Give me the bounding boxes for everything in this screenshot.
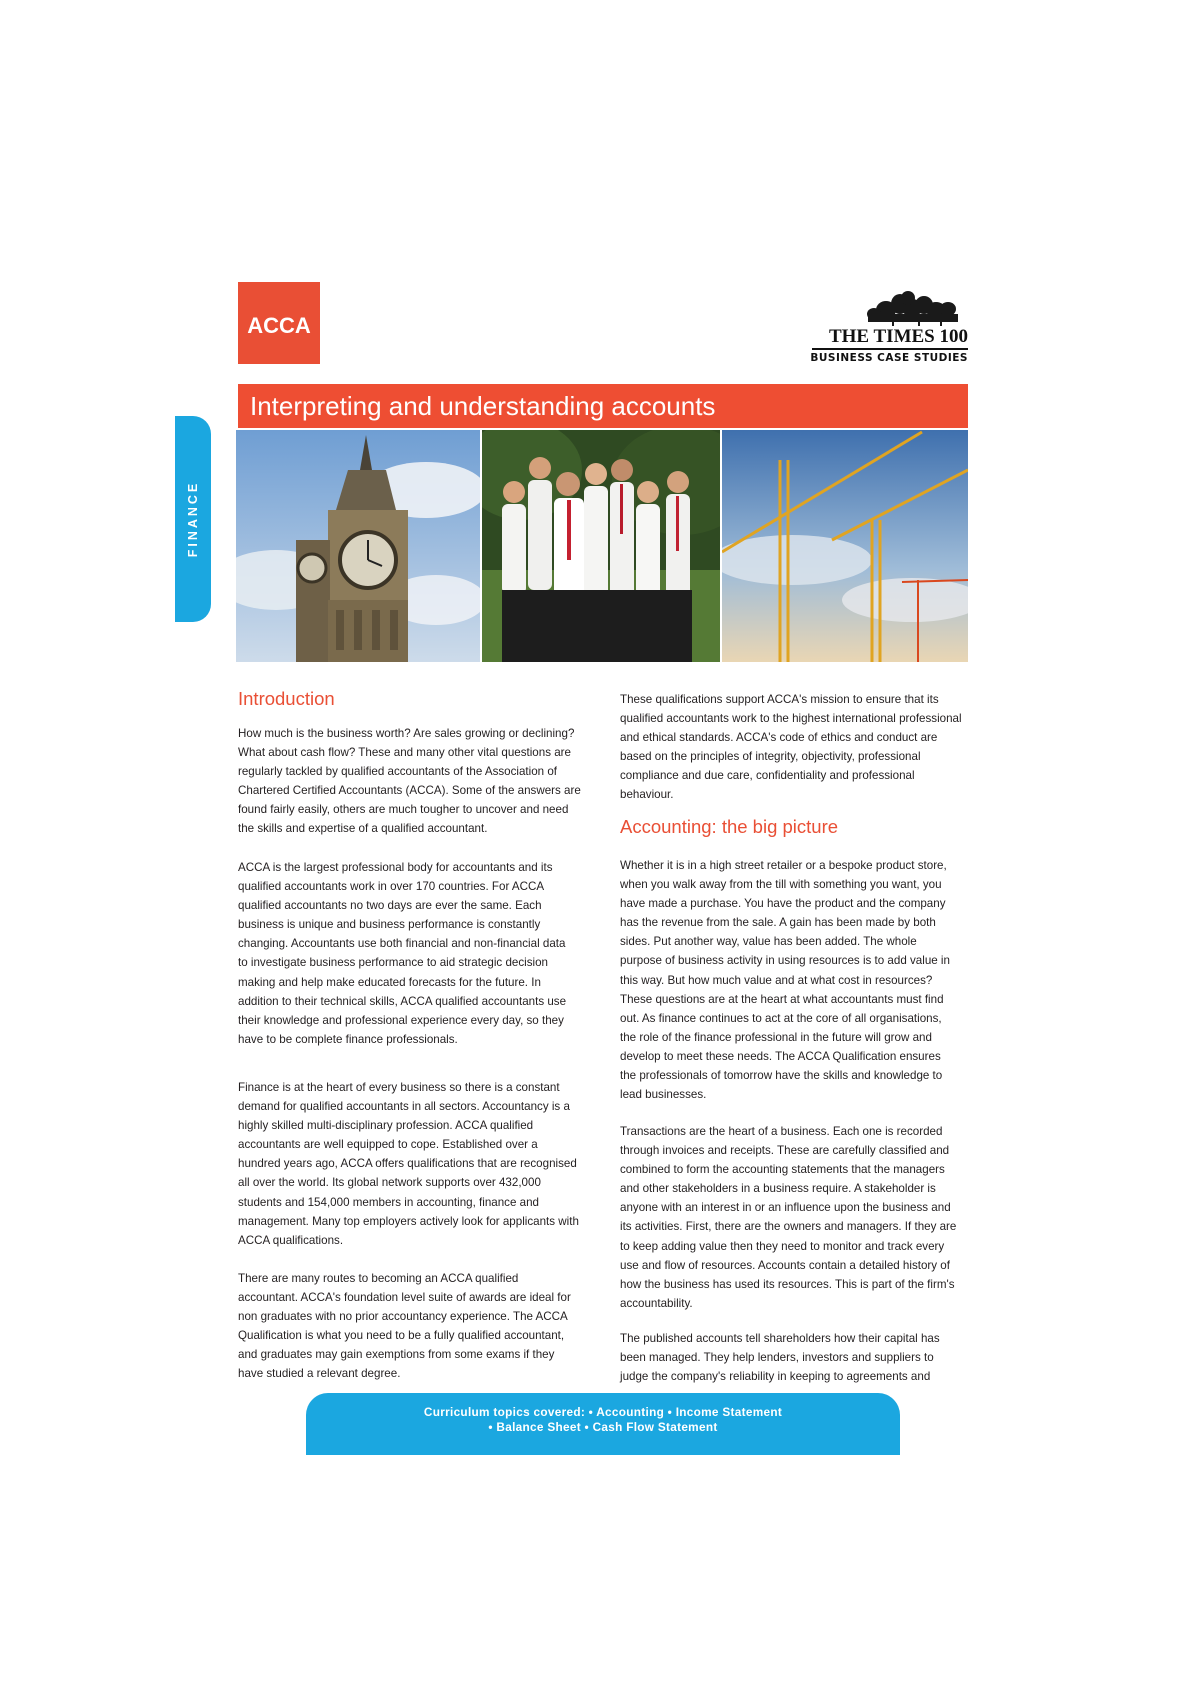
times-100-title: THE TIMES 100 [828, 326, 968, 347]
paragraph-line: has the revenue from the sale. A gain has been made by both [620, 916, 936, 930]
paragraph-line: These qualifications support ACCA's mission to ensure that its [620, 693, 939, 706]
paragraph-line: through invoices and receipts. These are carefully classified and [620, 1144, 950, 1158]
times-100-subtitle: BUSINESS CASE STUDIES [810, 352, 968, 364]
paragraph-line: Chartered Certified Accountants (ACCA). Some of the answers are [238, 784, 581, 798]
paragraph-line: addition to their technical skills, ACCA qualified accountants use [238, 994, 567, 1008]
paragraph-line: qualified accountants work to the highest international professional [620, 712, 962, 726]
big-ben-photo [236, 430, 480, 662]
big-picture-paragraph-2 [620, 1122, 956, 1313]
paragraph-line: the skills and expertise of a qualified accountant. [238, 822, 488, 836]
paragraph-line: qualified accountants no two days are ever the same. Each [238, 899, 542, 913]
paragraph-line: have studied a relevant degree. [238, 1367, 401, 1381]
paragraph-line: behaviour. [620, 788, 674, 802]
paragraph-line: These questions are at the heart at what accountants must find [620, 992, 944, 1006]
paragraph-line: to investigate business performance to aid strategic decision [238, 956, 548, 970]
paragraph-line: The published accounts tell shareholders how their capital has [620, 1332, 940, 1345]
team-photo [482, 430, 720, 662]
paragraph-line: What about cash flow? These and many other vital questions are [238, 746, 571, 760]
paragraph-line: and ethical standards. ACCA's code of ethics and conduct are [620, 731, 938, 745]
paragraph-line: highly skilled multi-disciplinary profession. ACCA qualified [238, 1119, 534, 1133]
big-picture-heading: Accounting: the big picture [620, 816, 839, 837]
paragraph-line: all over the world. Its global network supports over 432,000 [238, 1176, 541, 1190]
paragraph-line: when you walk away from the till with something you want, you [620, 878, 942, 892]
paragraph-line: and graduates may gain exemptions from some exams if they [238, 1348, 555, 1362]
paragraph-line: ACCA qualifications. [238, 1233, 344, 1247]
title-banner [238, 384, 968, 428]
paragraph-line: purpose of business activity in using resources is to add value in [620, 954, 950, 968]
intro-paragraph-2 [238, 858, 566, 1049]
paragraph-line: how the business has used its resources. This is part of the firm's [620, 1277, 955, 1291]
paragraph-line: changing. Accountants use both financial and non-financial data [238, 937, 566, 951]
curriculum-line-2: • Balance Sheet • Cash Flow Statement [488, 1420, 718, 1434]
paragraph-line: the role of the finance professional in the future will grow and [620, 1030, 932, 1044]
paragraph-line: accountant. ACCA's foundation level suite of awards are ideal for [238, 1291, 571, 1305]
paragraph-line: out. As finance continues to act at the core of all organisations, [620, 1011, 942, 1025]
paragraph-line: been managed. They help lenders, investors and suppliers to [620, 1351, 934, 1365]
finance-side-tab [175, 416, 211, 622]
paragraph-line: the professionals of tomorrow have the skills and knowledge to [620, 1069, 943, 1083]
paragraph-line: accountability. [620, 1296, 693, 1310]
paragraph-line: ACCA is the largest professional body for accountants and its [238, 861, 553, 874]
acca-logo-text: ACCA [247, 313, 311, 338]
paragraph-line: its activities. First, there are the owners and managers. If they are [620, 1220, 957, 1234]
paragraph-line: lead businesses. [620, 1088, 707, 1102]
paragraph-line: Qualification is what you need to be a fully qualified accountant, [238, 1329, 565, 1343]
paragraph-line: There are many routes to becoming an ACCA qualified [238, 1272, 519, 1285]
paragraph-line: qualified accountants work in over 170 countries. For ACCA [238, 880, 545, 894]
page-title: Interpreting and understanding accounts [250, 391, 716, 421]
paragraph-line: Finance is at the heart of every business so there is a constant [238, 1081, 560, 1094]
paragraph-line: judge the company's reliability in keeping to agreements and [620, 1370, 931, 1384]
paragraph-line: non graduates with no prior accountancy experience. The ACCA [238, 1310, 568, 1324]
paragraph-line: management. Many top employers actively look for applicants with [238, 1214, 579, 1228]
paragraph-line: How much is the business worth? Are sales growing or declining? [238, 727, 575, 740]
paragraph-line: this way. But how much value and at what cost in resources? [620, 973, 933, 987]
side-tab-label: FINANCE [186, 480, 200, 558]
paragraph-line: students and 154,000 members in accounting, finance and [238, 1195, 539, 1209]
paragraph-line: develop to meet these needs. The ACCA Qualification ensures [620, 1049, 941, 1063]
intro-paragraph-3 [238, 1078, 579, 1250]
paragraph-line: Whether it is in a high street retailer or a bespoke product store, [620, 859, 947, 872]
qualifications-paragraph [620, 690, 962, 805]
intro-paragraph-4 [238, 1269, 571, 1384]
curriculum-topics-bar [306, 1393, 900, 1455]
curriculum-line-1: Curriculum topics covered: • Accounting • Income Statement [423, 1405, 783, 1419]
paragraph-line: found fairly easily, others are much tougher to uncover and need [238, 803, 569, 817]
intro-paragraph-1 [238, 724, 581, 839]
times-100-logo [808, 288, 968, 366]
paragraph-line: have to be complete finance professionals. [238, 1032, 458, 1046]
times-title-underline [812, 348, 968, 350]
paragraph-line: have made a purchase. You have the product and the company [620, 897, 946, 911]
paragraph-line: to keep adding value then they need to monitor and track every [620, 1239, 945, 1253]
paragraph-line: their knowledge and professional experience every day, so they [238, 1013, 564, 1027]
big-picture-paragraph-3 [620, 1329, 940, 1386]
big-picture-paragraph-1 [620, 856, 950, 1104]
paragraph-line: compliance and due care, confidentiality and professional [620, 769, 915, 783]
paragraph-line: demand for qualified accountants in all sectors. Accountancy is a [238, 1100, 570, 1114]
paragraph-line: anyone with an interest in or an influence upon the business and [620, 1201, 951, 1215]
tree-silhouette-icon [808, 288, 968, 328]
paragraph-line: Transactions are the heart of a business. Each one is recorded [620, 1125, 943, 1138]
paragraph-line: use and flow of resources. Accounts contain a detailed history of [620, 1258, 950, 1272]
paragraph-line: based on the principles of integrity, objectivity, professional [620, 750, 921, 764]
cranes-photo [722, 430, 968, 662]
paragraph-line: making and help make educated forecasts for the future. In [238, 975, 541, 989]
photo-strip [236, 430, 968, 662]
paragraph-line: accountants are well equipped to cope. Established over a [238, 1138, 538, 1152]
paragraph-line: sides. Put another way, value has been added. The whole [620, 935, 917, 949]
paragraph-line: business is unique and business performance is constantly [238, 918, 541, 932]
curriculum-topics-text [306, 1405, 900, 1435]
paragraph-line: combined to form the accounting statements that the managers [620, 1163, 945, 1177]
paragraph-line: regularly tackled by qualified accountants of the Association of [238, 765, 558, 779]
paragraph-line: and other stakeholders in a business require. A stakeholder is [620, 1182, 936, 1196]
introduction-heading: Introduction [238, 688, 335, 709]
acca-logo [238, 282, 320, 364]
paragraph-line: hundred years ago, ACCA offers qualifications that are recognised [238, 1157, 577, 1171]
